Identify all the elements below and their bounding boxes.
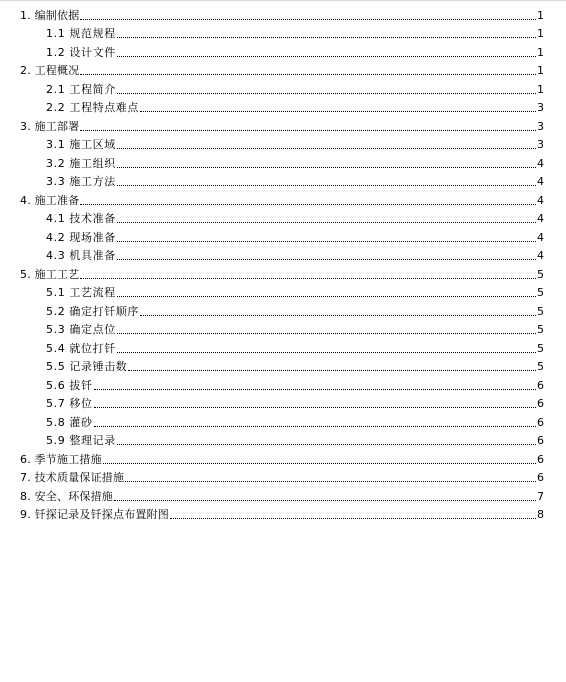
toc-entry-section[interactable] <box>20 411 544 430</box>
toc-dot-leader <box>140 314 536 316</box>
toc-entry-title: 6. 季节施工措施 <box>20 452 102 466</box>
toc-dot-leader <box>117 332 536 334</box>
toc-entry-page-number: 5 <box>537 323 544 336</box>
toc-entry-title: 5.8 灌砂 <box>46 415 93 429</box>
toc-dot-leader <box>117 221 536 223</box>
toc-dot-leader <box>117 351 536 353</box>
toc-entry-page-number: 5 <box>537 267 544 281</box>
toc-entry-page-number: 6 <box>537 397 544 410</box>
toc-entry-title: 5.9 整理记录 <box>46 434 116 447</box>
toc-entry-section[interactable] <box>20 152 544 171</box>
toc-entry-page-number: 6 <box>537 378 544 392</box>
toc-entry-section[interactable] <box>20 430 544 449</box>
toc-dot-leader <box>80 203 536 205</box>
toc-entry-section[interactable] <box>20 393 544 412</box>
toc-entry-title: 5.2 确定打钎顺序 <box>46 304 139 318</box>
toc-entry-page-number: 3 <box>537 101 544 114</box>
toc-entry-chapter[interactable] <box>20 4 544 23</box>
toc-entry-title: 5.1 工艺流程 <box>46 286 116 299</box>
toc-entry-page-number: 5 <box>537 341 544 355</box>
toc-dot-leader <box>80 277 536 279</box>
toc-entry-page-number: 1 <box>537 27 544 40</box>
toc-dot-leader <box>117 147 536 149</box>
toc-entry-page-number: 1 <box>537 45 544 59</box>
toc-dot-leader <box>117 258 536 260</box>
toc-dot-leader <box>114 499 536 501</box>
toc-dot-leader <box>117 166 536 168</box>
toc-entry-chapter[interactable] <box>20 60 544 79</box>
toc-entry-page-number: 4 <box>537 156 544 170</box>
toc-entry-section[interactable] <box>20 282 544 301</box>
toc-dot-leader <box>140 110 536 112</box>
toc-entry-page-number: 3 <box>537 119 544 133</box>
toc-dot-leader <box>94 388 536 390</box>
toc-entry-section[interactable] <box>20 97 544 116</box>
toc-entry-page-number: 1 <box>537 8 544 22</box>
toc-entry-chapter[interactable] <box>20 263 544 282</box>
toc-entry-title: 2.1 工程简介 <box>46 82 116 96</box>
toc-dot-leader <box>128 369 536 371</box>
toc-entry-page-number: 5 <box>537 286 544 299</box>
toc-entry-page-number: 6 <box>537 415 544 429</box>
toc-entry-page-number: 8 <box>537 508 544 521</box>
toc-entry-page-number: 3 <box>537 138 544 151</box>
toc-entry-section[interactable] <box>20 356 544 375</box>
toc-entry-title: 4. 施工准备 <box>20 193 80 207</box>
toc-entry-title: 3.1 施工区域 <box>46 138 116 151</box>
toc-entry-title: 3.3 施工方法 <box>46 175 116 188</box>
toc-dot-leader <box>117 184 536 186</box>
toc-entry-chapter[interactable] <box>20 485 544 504</box>
toc-entry-page-number: 6 <box>537 471 544 484</box>
toc-entry-title: 4.3 机具准备 <box>46 249 116 262</box>
toc-entry-title: 1.2 设计文件 <box>46 45 116 59</box>
toc-entry-title: 7. 技术质量保证措施 <box>20 471 125 484</box>
toc-entry-page-number: 6 <box>537 434 544 447</box>
toc-entry-page-number: 4 <box>537 249 544 262</box>
toc-entry-chapter[interactable] <box>20 467 544 486</box>
toc-dot-leader <box>117 92 536 94</box>
table-of-contents <box>20 4 544 522</box>
toc-dot-leader <box>80 129 536 131</box>
toc-entry-page-number: 6 <box>537 452 544 466</box>
toc-entry-title: 5.7 移位 <box>46 397 93 410</box>
toc-entry-section[interactable] <box>20 226 544 245</box>
toc-entry-page-number: 1 <box>537 82 544 96</box>
toc-entry-page-number: 4 <box>537 212 544 225</box>
toc-entry-title: 1.1 规范规程 <box>46 27 116 40</box>
toc-entry-title: 5.3 确定点位 <box>46 323 116 336</box>
toc-entry-section[interactable] <box>20 374 544 393</box>
toc-entry-title: 4.1 技术准备 <box>46 212 116 225</box>
toc-entry-title: 3. 施工部署 <box>20 119 80 133</box>
toc-dot-leader <box>94 406 536 408</box>
toc-entry-title: 8. 安全、环保措施 <box>20 489 113 503</box>
toc-entry-section[interactable] <box>20 208 544 227</box>
toc-entry-title: 5.6 拔钎 <box>46 378 93 392</box>
toc-dot-leader <box>170 517 536 519</box>
toc-entry-title: 5.5 记录锤击数 <box>46 360 128 373</box>
toc-entry-section[interactable] <box>20 300 544 319</box>
toc-entry-page-number: 5 <box>537 304 544 318</box>
toc-entry-section[interactable] <box>20 78 544 97</box>
toc-dot-leader <box>94 425 536 427</box>
toc-entry-section[interactable] <box>20 245 544 264</box>
toc-dot-leader <box>117 295 536 297</box>
toc-dot-leader <box>117 240 536 242</box>
toc-entry-section[interactable] <box>20 337 544 356</box>
toc-entry-page-number: 4 <box>537 175 544 188</box>
toc-entry-page-number: 1 <box>537 64 544 77</box>
toc-entry-section[interactable] <box>20 171 544 190</box>
toc-dot-leader <box>117 443 536 445</box>
toc-entry-title: 5.4 就位打钎 <box>46 341 116 355</box>
toc-entry-title: 9. 钎探记录及钎探点布置附图 <box>20 508 169 521</box>
toc-entry-title: 5. 施工工艺 <box>20 267 80 281</box>
toc-dot-leader <box>103 462 536 464</box>
toc-entry-chapter[interactable] <box>20 189 544 208</box>
toc-entry-section[interactable] <box>20 134 544 153</box>
toc-dot-leader <box>80 18 536 20</box>
toc-entry-title: 3.2 施工组织 <box>46 156 116 170</box>
toc-dot-leader <box>80 73 536 75</box>
toc-entry-chapter[interactable] <box>20 115 544 134</box>
toc-entry-title: 2.2 工程特点难点 <box>46 101 139 114</box>
toc-dot-leader <box>117 55 536 57</box>
toc-entry-page-number: 4 <box>537 193 544 207</box>
toc-entry-section[interactable] <box>20 23 544 42</box>
toc-entry-section[interactable] <box>20 319 544 338</box>
toc-entry-page-number: 7 <box>537 489 544 503</box>
toc-entry-page-number: 5 <box>537 360 544 373</box>
page-top-border <box>0 0 566 1</box>
toc-entry-chapter[interactable] <box>20 504 544 523</box>
toc-entry-page-number: 4 <box>537 230 544 244</box>
toc-entry-title: 1. 编制依据 <box>20 8 80 22</box>
toc-dot-leader <box>125 480 536 482</box>
toc-entry-chapter[interactable] <box>20 448 544 467</box>
toc-dot-leader <box>117 36 536 38</box>
toc-entry-section[interactable] <box>20 41 544 60</box>
toc-entry-title: 2. 工程概况 <box>20 64 80 77</box>
toc-entry-title: 4.2 现场准备 <box>46 230 116 244</box>
